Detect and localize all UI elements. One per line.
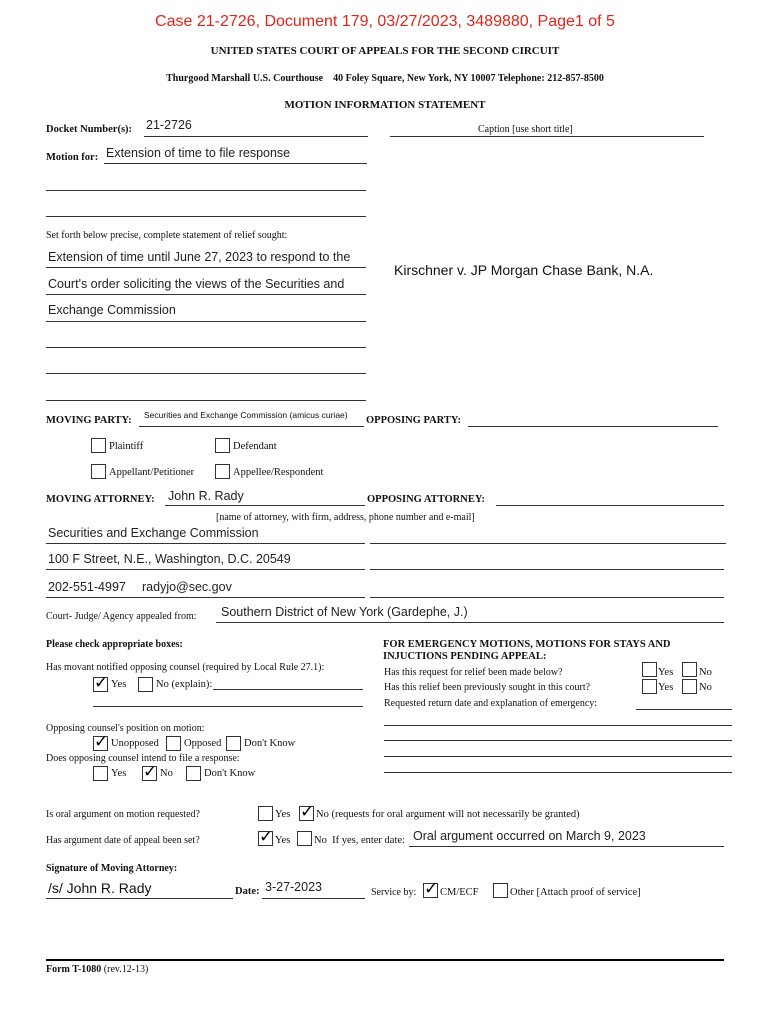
position-question: Opposing counsel's position on motion: xyxy=(46,723,205,734)
intend-yes-checkbox[interactable] xyxy=(93,766,108,781)
check-mark-icon: ✓ xyxy=(259,827,274,847)
relief-label: Set forth below precise, complete statement of relief sought: xyxy=(46,230,288,241)
defendant-label: Defendant xyxy=(233,441,277,452)
appellee-label: Appellee/Respondent xyxy=(233,467,324,478)
moving-attorney-label: MOVING ATTORNEY: xyxy=(46,494,155,505)
explain-line xyxy=(93,706,363,707)
emergency-heading: FOR EMERGENCY MOTIONS, MOTIONS FOR STAYS AND xyxy=(383,639,671,650)
check-mark-icon: ✓ xyxy=(424,879,439,899)
emergency-q1-no-checkbox[interactable] xyxy=(682,662,697,677)
opposing-attorney-line xyxy=(496,505,724,506)
date-field[interactable]: 3-27-2023 xyxy=(265,880,322,894)
moving-firm-line xyxy=(46,543,365,544)
check-mark-icon: ✓ xyxy=(94,673,109,693)
check-boxes-heading: Please check appropriate boxes: xyxy=(46,639,183,650)
opposing-address-line xyxy=(370,569,724,570)
intend-yes-label: Yes xyxy=(111,768,127,779)
unopposed-checkbox[interactable] xyxy=(93,732,109,752)
date-line xyxy=(262,898,365,899)
intend-no-checkbox[interactable] xyxy=(142,762,158,782)
signature-field[interactable]: /s/ John R. Rady xyxy=(48,880,152,896)
page-title: MOTION INFORMATION STATEMENT xyxy=(284,99,486,111)
moving-address-field[interactable]: 100 F Street, N.E., Washington, D.C. 20549 xyxy=(48,552,291,566)
intend-question: Does opposing counsel intend to file a response: xyxy=(46,753,240,764)
attorney-note: [name of attorney, with firm, address, phone number and e-mail] xyxy=(216,512,475,523)
moving-email-field[interactable]: radyjo@sec.gov xyxy=(142,580,232,594)
motion-for-line xyxy=(46,190,366,191)
emergency-heading: INJUCTIONS PENDING APPEAL: xyxy=(383,651,547,662)
caption-field[interactable]: Kirschner v. JP Morgan Chase Bank, N.A. xyxy=(394,262,654,278)
opposing-attorney-label: OPPOSING ATTORNEY: xyxy=(367,494,485,505)
emergency-q1-yes-checkbox[interactable] xyxy=(642,662,657,677)
appellant-label: Appellant/Petitioner xyxy=(109,467,195,478)
emergency-q1-no-label: No xyxy=(699,667,712,678)
appellant-checkbox[interactable] xyxy=(91,464,106,479)
explain-line xyxy=(213,689,363,690)
oral-yes-label: Yes xyxy=(275,809,291,820)
emergency-line xyxy=(384,740,732,741)
motion-for-field[interactable]: Extension of time to file response xyxy=(106,146,291,160)
moving-phone-field[interactable]: 202-551-4997 xyxy=(48,580,126,594)
signature-line xyxy=(46,898,233,899)
motion-for-label: Motion for: xyxy=(46,152,99,163)
argument-date-no-checkbox[interactable] xyxy=(297,831,312,846)
moving-attorney-field[interactable]: John R. Rady xyxy=(168,489,244,503)
date-label: Date: xyxy=(235,886,260,897)
court-judge-label: Court- Judge/ Agency appealed from: xyxy=(46,611,197,622)
relief-text-line[interactable]: Exchange Commission xyxy=(48,303,176,317)
emergency-line xyxy=(384,725,732,726)
cmecf-label: CM/ECF xyxy=(440,887,479,898)
other-service-checkbox[interactable] xyxy=(493,883,508,898)
opposing-party-label: OPPOSING PARTY: xyxy=(366,415,462,426)
cmecf-checkbox[interactable] xyxy=(423,879,439,899)
footer-divider xyxy=(46,959,724,961)
notified-yes-label: Yes xyxy=(111,679,127,690)
check-mark-icon: ✓ xyxy=(143,762,158,782)
intend-dont-know-checkbox[interactable] xyxy=(186,766,201,781)
notified-question: Has movant notified opposing counsel (required by Local Rule 27.1): xyxy=(46,662,325,673)
argument-date-yes-label: Yes xyxy=(275,835,291,846)
plaintiff-label: Plaintiff xyxy=(109,441,144,452)
intend-no-label: No xyxy=(160,768,173,779)
docket-line xyxy=(144,136,368,137)
motion-for-line xyxy=(104,163,367,164)
oral-question: Is oral argument on motion requested? xyxy=(46,809,200,820)
service-label: Service by: xyxy=(371,887,417,898)
motion-for-line xyxy=(46,216,366,217)
appellee-checkbox[interactable] xyxy=(215,464,230,479)
emergency-q1-yes-label: Yes xyxy=(658,667,674,678)
emergency-q2-no-label: No xyxy=(699,682,712,693)
notified-no-label: No (explain): xyxy=(156,679,213,690)
argument-date-question: Has argument date of appeal been set? xyxy=(46,835,200,846)
form-number xyxy=(46,964,148,975)
check-mark-icon: ✓ xyxy=(94,732,109,752)
docket-number-field[interactable]: 21-2726 xyxy=(146,118,192,132)
signature-heading: Signature of Moving Attorney: xyxy=(46,863,178,874)
emergency-q2-yes-checkbox[interactable] xyxy=(642,679,657,694)
opposed-checkbox[interactable] xyxy=(166,736,181,751)
relief-line xyxy=(46,373,366,374)
docket-label: Docket Number(s): xyxy=(46,124,133,135)
dont-know-label: Don't Know xyxy=(244,738,296,749)
relief-line xyxy=(46,347,366,348)
dont-know-checkbox[interactable] xyxy=(226,736,241,751)
emergency-q2-no-checkbox[interactable] xyxy=(682,679,697,694)
emergency-q2-yes-label: Yes xyxy=(658,682,674,693)
moving-address-line xyxy=(46,569,365,570)
moving-party-line xyxy=(139,426,364,427)
other-service-label: Other [Attach proof of service] xyxy=(510,887,641,898)
relief-line xyxy=(46,321,366,322)
moving-firm-field[interactable]: Securities and Exchange Commission xyxy=(48,526,259,540)
court-address: Thurgood Marshall U.S. Courthouse 40 Foley Square, New York, NY 10007 Telephone: 212-857-8500 xyxy=(166,73,604,84)
moving-party-field[interactable]: Securities and Exchange Commission (amicus curiae) xyxy=(144,410,348,420)
court-judge-line xyxy=(216,622,724,623)
opposing-party-line xyxy=(468,426,718,427)
moving-attorney-line xyxy=(165,505,365,506)
caption-line xyxy=(390,136,704,137)
check-mark-icon: ✓ xyxy=(300,802,315,822)
oral-no-label: No (requests for oral argument will not necessarily be granted) xyxy=(316,809,580,820)
oral-yes-checkbox[interactable] xyxy=(258,806,273,821)
court-judge-field[interactable]: Southern District of New York (Gardephe, J.) xyxy=(221,605,468,619)
defendant-checkbox[interactable] xyxy=(215,438,230,453)
form-number-bold: Form T-1080 xyxy=(46,964,102,975)
notified-yes-checkbox[interactable] xyxy=(93,673,109,693)
emergency-line xyxy=(636,709,732,710)
notified-no-checkbox[interactable] xyxy=(138,677,153,692)
relief-line xyxy=(46,294,366,295)
emergency-q2: Has this relief been previously sought in this court? xyxy=(384,682,591,693)
unopposed-label: Unopposed xyxy=(111,738,159,749)
moving-phone-line xyxy=(46,597,365,598)
emergency-line xyxy=(384,772,732,773)
argument-date-yes-checkbox[interactable] xyxy=(258,827,274,847)
relief-text-line[interactable]: Extension of time until June 27, 2023 to respond to the xyxy=(48,250,351,264)
emergency-line xyxy=(384,756,732,757)
relief-line xyxy=(46,267,366,268)
caption-label: Caption [use short title] xyxy=(478,124,573,135)
relief-line xyxy=(46,400,366,401)
plaintiff-checkbox[interactable] xyxy=(91,438,106,453)
case-header: Case 21-2726, Document 179, 03/27/2023, 3489880, Page1 of 5 xyxy=(155,13,615,30)
opposing-firm-line xyxy=(370,543,726,544)
emergency-q1: Has this request for relief been made below? xyxy=(384,667,563,678)
intend-dont-know-label: Don't Know xyxy=(204,768,256,779)
emergency-q3: Requested return date and explanation of emergency: xyxy=(384,698,598,709)
argument-date-no-label: No If yes, enter date: xyxy=(314,835,405,846)
form-revision: (rev.12-13) xyxy=(101,964,149,975)
opposed-label: Opposed xyxy=(184,738,222,749)
argument-date-line xyxy=(409,846,724,847)
oral-no-checkbox[interactable] xyxy=(299,802,315,822)
moving-party-label: MOVING PARTY: xyxy=(46,415,132,426)
opposing-phone-line xyxy=(370,597,724,598)
argument-date-field[interactable]: Oral argument occurred on March 9, 2023 xyxy=(413,829,646,843)
court-name: UNITED STATES COURT OF APPEALS FOR THE SECOND CIRCUIT xyxy=(210,45,560,57)
relief-text-line[interactable]: Court's order soliciting the views of the Securities and xyxy=(48,277,345,291)
